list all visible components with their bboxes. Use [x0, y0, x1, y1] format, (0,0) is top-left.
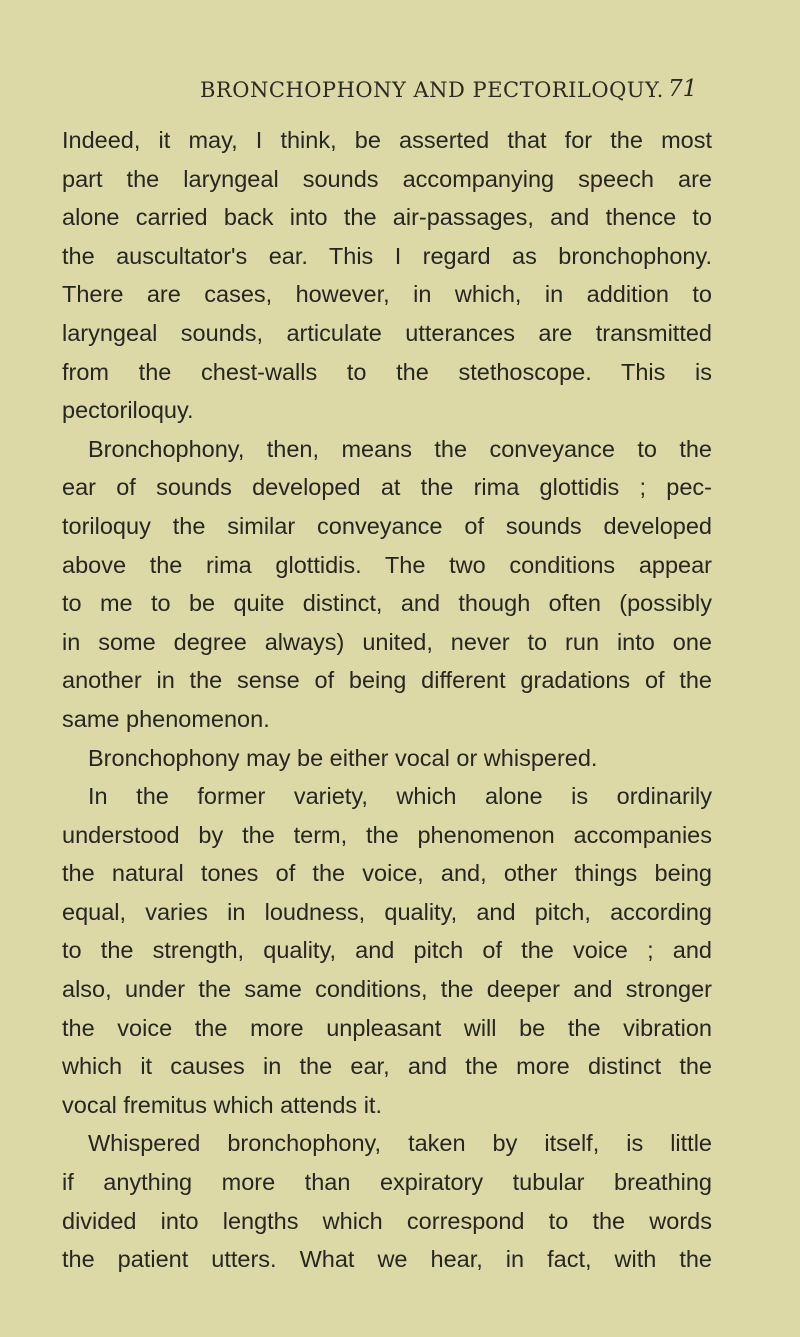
text-line: ear of sounds developed at the rima glottidis ; pec-: [62, 474, 712, 501]
text-line: to me to be quite distinct, and though often (possibly: [62, 590, 712, 617]
text-line: another in the sense of being different gradations of the: [62, 667, 712, 694]
text-line: divided into lengths which correspond to the words: [62, 1207, 712, 1234]
text-line: the voice the more unpleasant will be the vibration: [62, 1014, 712, 1041]
text-line: from the chest-walls to the stethoscope. This is: [62, 358, 712, 385]
body-text: [62, 121, 712, 1279]
text-line: There are cases, however, in which, in addition to: [62, 281, 712, 308]
text-line: alone carried back into the air-passages, and thence to: [62, 204, 712, 231]
text-line: the natural tones of the voice, and, other things being: [62, 860, 712, 887]
running-title: BRONCHOPHONY AND PECTORILOQUY.: [200, 78, 664, 102]
text-line: also, under the same conditions, the deeper and stronger: [62, 976, 712, 1003]
text-line: pectoriloquy.: [62, 397, 194, 424]
text-line: Whispered bronchophony, taken by itself, is little: [88, 1130, 712, 1157]
text-line: to the strength, quality, and pitch of the voice ; and: [62, 937, 712, 964]
text-line: laryngeal sounds, articulate utterances are transmitted: [62, 319, 712, 346]
text-line: the patient utters. What we hear, in fact, with the: [62, 1246, 712, 1273]
text-line: in some degree always) united, never to run into one: [62, 628, 712, 655]
text-line: if anything more than expiratory tubular breathing: [62, 1169, 712, 1196]
text-line: vocal fremitus which attends it.: [62, 1091, 382, 1118]
text-line: above the rima glottidis. The two conditions appear: [62, 551, 712, 578]
text-line: Bronchophony, then, means the conveyance to the: [88, 435, 712, 462]
text-line: equal, varies in loudness, quality, and pitch, according: [62, 898, 712, 925]
text-line: same phenomenon.: [62, 705, 270, 732]
text-line: which it causes in the ear, and the more distinct the: [62, 1053, 712, 1080]
text-line: toriloquy the similar conveyance of sounds developed: [62, 512, 712, 539]
text-line: In the former variety, which alone is ordinarily: [88, 783, 712, 810]
text-line: the auscultator's ear. This I regard as bronchophony.: [62, 242, 712, 269]
text-line: part the laryngeal sounds accompanying speech are: [62, 165, 712, 192]
text-line: Indeed, it may, I think, be asserted that for the most: [62, 127, 712, 153]
page-number: 71: [668, 76, 698, 102]
text-line: Bronchophony may be either vocal or whispered.: [88, 744, 598, 771]
text-line: understood by the term, the phenomenon accompanies: [62, 821, 712, 848]
